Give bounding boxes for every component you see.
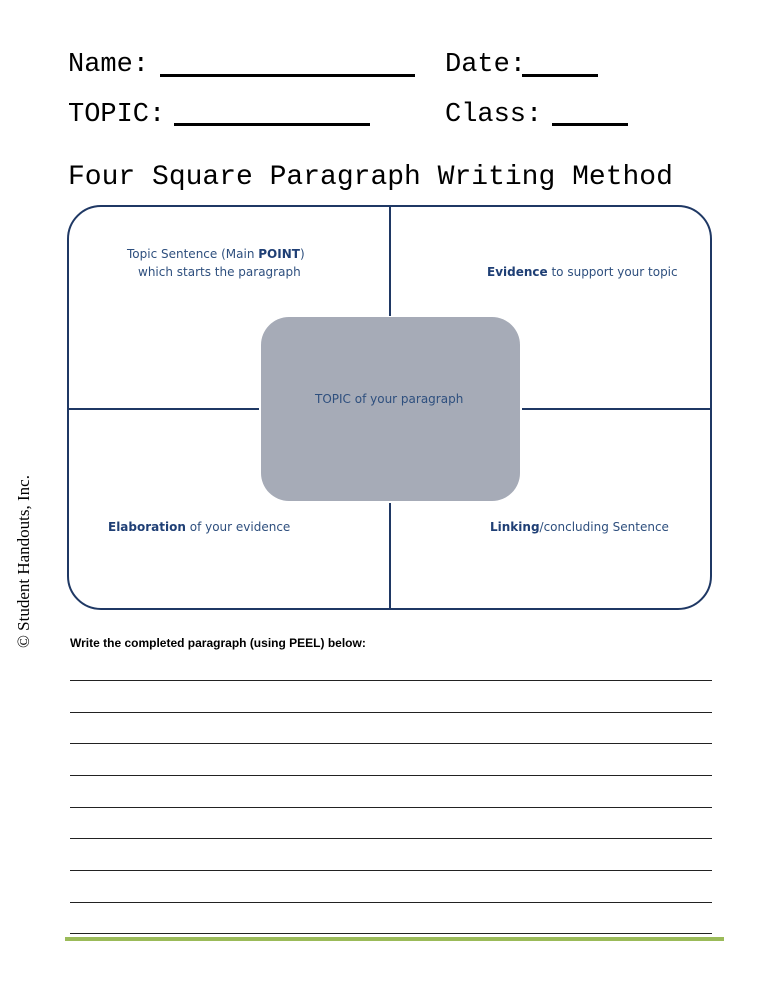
writing-line[interactable] bbox=[70, 870, 712, 871]
footer-rule bbox=[65, 937, 724, 941]
top-left-line1: Topic Sentence (Main POINT) bbox=[127, 247, 305, 261]
top-right-text: Evidence to support your topic bbox=[487, 265, 678, 279]
divider-right bbox=[522, 408, 711, 410]
top-left-line2: which starts the paragraph bbox=[138, 265, 301, 279]
topic-blank[interactable] bbox=[174, 123, 370, 126]
writing-line[interactable] bbox=[70, 712, 712, 713]
date-label: Date: bbox=[445, 50, 527, 80]
writing-line[interactable] bbox=[70, 743, 712, 744]
name-blank[interactable] bbox=[160, 74, 415, 77]
topic-label: TOPIC: bbox=[68, 100, 166, 130]
writing-line[interactable] bbox=[70, 838, 712, 839]
center-topic-text: TOPIC of your paragraph bbox=[315, 392, 464, 406]
class-blank[interactable] bbox=[552, 123, 628, 126]
writing-line[interactable] bbox=[70, 933, 712, 934]
center-topic-box bbox=[261, 317, 520, 501]
bottom-left-text: Elaboration of your evidence bbox=[108, 520, 291, 534]
divider-top bbox=[389, 206, 391, 316]
bottom-right-text: Linking/concluding Sentence bbox=[490, 520, 669, 534]
copyright-text: © Student Handouts, Inc. bbox=[14, 475, 33, 648]
divider-left bbox=[68, 408, 259, 410]
instruction-text: Write the completed paragraph (using PEEL) below: bbox=[70, 636, 366, 650]
writing-line[interactable] bbox=[70, 680, 712, 681]
divider-bottom bbox=[389, 503, 391, 609]
date-blank[interactable] bbox=[522, 74, 598, 77]
class-label: Class: bbox=[445, 100, 543, 130]
writing-line[interactable] bbox=[70, 775, 712, 776]
page-title: Four Square Paragraph Writing Method bbox=[68, 162, 673, 193]
writing-line[interactable] bbox=[70, 807, 712, 808]
name-label: Name: bbox=[68, 50, 150, 80]
writing-line[interactable] bbox=[70, 902, 712, 903]
